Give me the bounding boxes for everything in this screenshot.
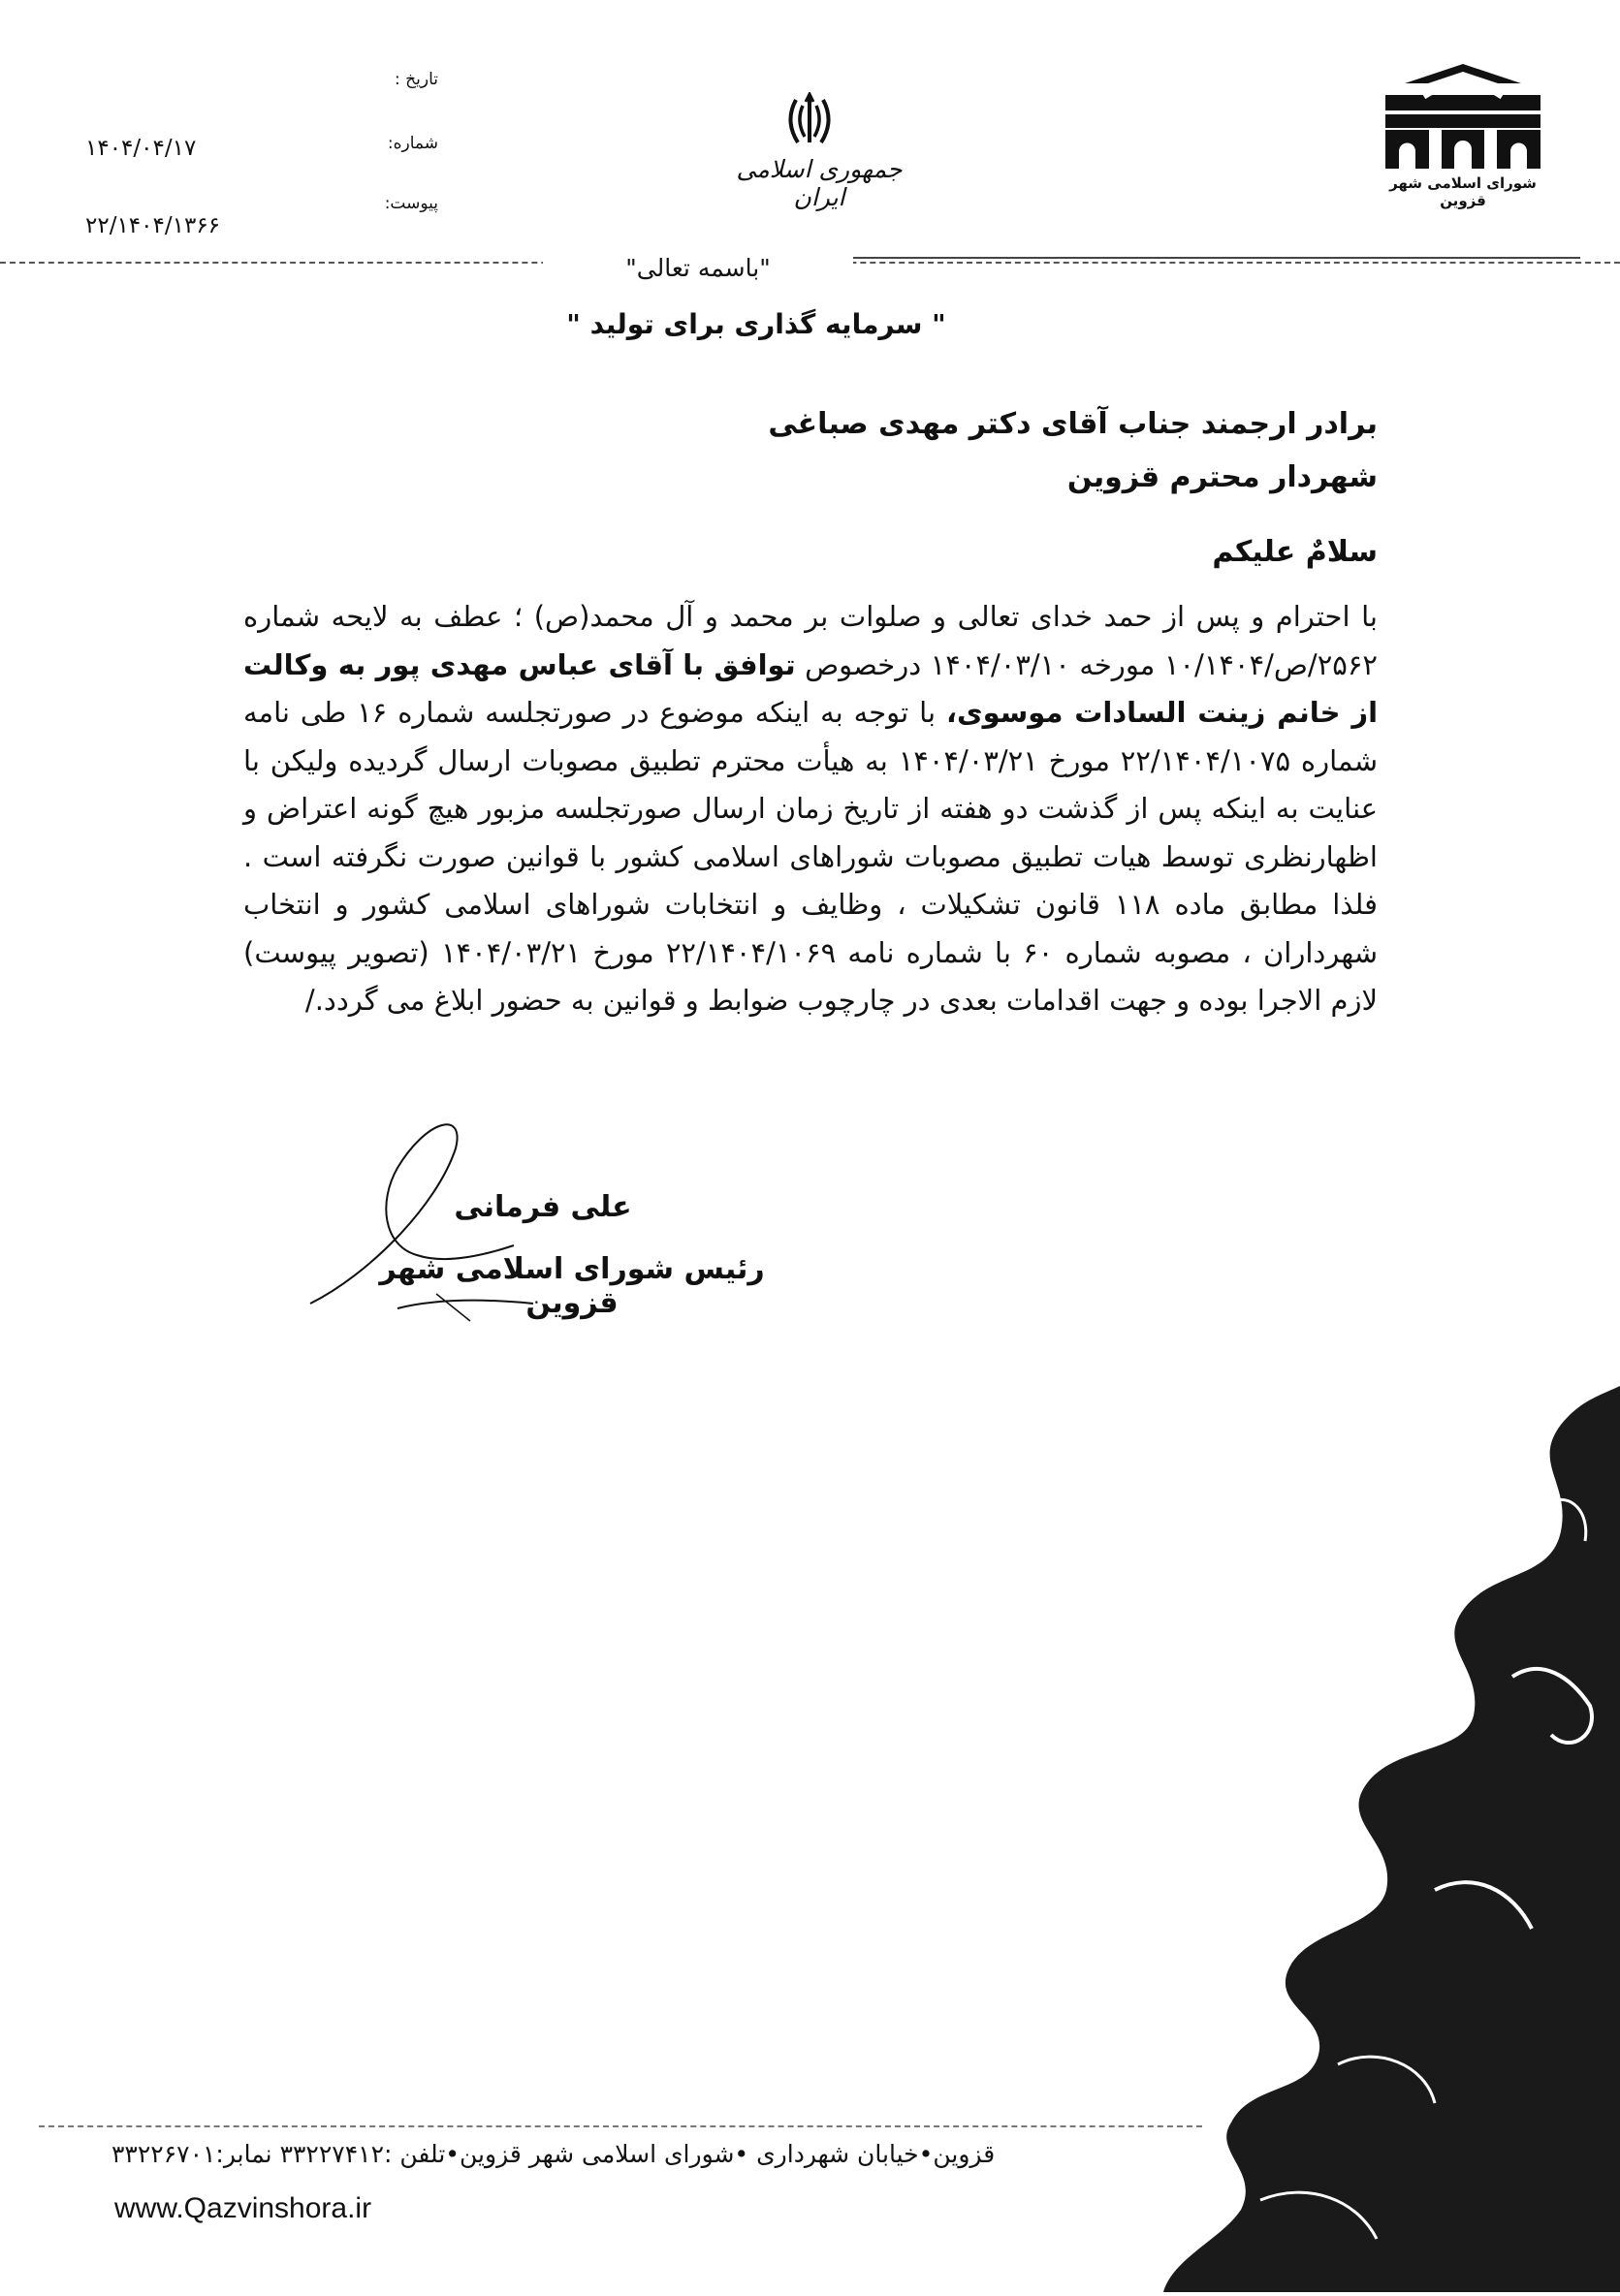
- header-divider-solid: [853, 257, 1580, 259]
- number-label: شماره:: [387, 134, 438, 153]
- emblem-icon: [780, 92, 839, 150]
- council-logo-icon: [1366, 56, 1560, 173]
- footer-divider: [39, 2125, 1202, 2127]
- bismillah: "باسمه تعالی": [543, 254, 853, 282]
- greeting: سلامٌ علیکم: [1212, 535, 1378, 569]
- footer-address: قزوین•خیابان شهرداری •شورای اسلامی شهر قزوین•تلفن :۳۳۲۲۷۴۱۲ نمابر:۳۳۲۲۶۷۰۱: [111, 2140, 996, 2168]
- date-label: تاریخ :: [395, 70, 438, 89]
- decorative-background-image: [1144, 1386, 1620, 2292]
- council-logo-caption: شورای اسلامی شهر قزوین: [1389, 174, 1537, 209]
- body-text-part-2: با توجه به اینکه موضوع در صورتجلسه شماره ۱۶ طی نامه شماره ۲۲/۱۴۰۴/۱۰۷۵ مورخ ۱۴۰۴/۰۳/۲۱ به هیأت محترم تطبیق مصوبات ارسال گردیده ولیکن با عنایت به اینکه پس از گذشت دو هفته از تاریخ زمان ارسال صورتجلسه مزبور هیچ گونه اعتراض و اظهارنظری توسط هیات تطبیق مصوبات شوراهای اسلامی کشور با قوانین صورت نگرفته است . فلذا مطابق ماده ۱۱۸ قانون تشکیلات ، وظایف و انتخابات شوراهای اسلامی کشور و انتخاب شهرداران ، مصوبه شماره ۶۰ با شماره نامه ۲۲/۱۴۰۴/۱۰۶۹ مورخ ۱۴۰۴/۰۳/۲۱ (تصویر پیوست) لازم الاجرا بوده و جهت اقدامات بعدی در چارچوب ضوابط و قوانین به حضور ابلاغ می گردد./: [243, 696, 1379, 1017]
- signer-title: رئیس شورای اسلامی شهر قزوین: [379, 1252, 765, 1320]
- footer-website[interactable]: www.Qazvinshora.ir: [114, 2192, 372, 2224]
- decor-icon: [1144, 1386, 1620, 2292]
- council-logo: [1366, 56, 1560, 209]
- letter-body: [243, 593, 1378, 1025]
- number-value: ۲۲/۱۴۰۴/۱۳۶۶: [85, 213, 221, 238]
- signer-name: علی فرمانی: [454, 1190, 632, 1224]
- republic-caption: جمهوری اسلامی ایران: [736, 155, 903, 211]
- iran-emblem: [780, 92, 839, 150]
- date-value: ۱۴۰۴/۰۴/۱۷: [85, 136, 197, 161]
- body-text-part-1: با احترام و پس از حمد خدای تعالی و صلوات بر محمد و آل محمد(ص) ؛ عطف به لایحه شماره ۲۵۶۲/ص/۱۰/۱۴۰۴ مورخه ۱۴۰۴/۰۳/۱۰ درخصوص: [243, 600, 1378, 681]
- addressee-title: شهردار محترم قزوین: [1066, 460, 1378, 494]
- addressee-name: برادر ارجمند جناب آقای دکتر مهدی صباغی: [768, 407, 1378, 441]
- body-text-bold: توافق با آقای عباس مهدی پور به وکالت از خانم زینت السادات موسوی،: [243, 647, 1379, 729]
- slogan: " سرمایه گذاری برای تولید ": [566, 308, 946, 340]
- attachment-label: پیوست:: [384, 194, 438, 213]
